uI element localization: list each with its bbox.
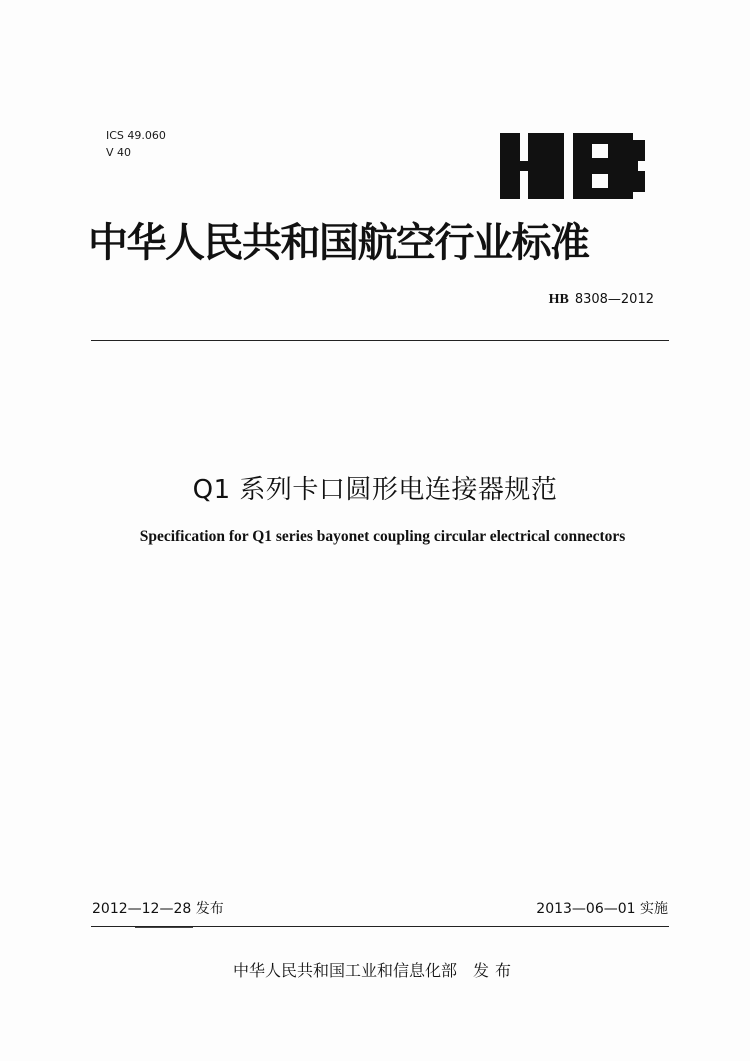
- standard-title: 中华人民共和国航空行业标准: [88, 220, 589, 266]
- header-divider: [91, 340, 669, 341]
- standard-number-value: 8308—2012: [574, 292, 654, 307]
- document-title-chinese: Q1 系列卡口圆形电连接器规范: [192, 475, 558, 505]
- ics-code: ICS 49.060: [106, 129, 166, 142]
- footer-divider-accent: [135, 927, 193, 928]
- hb-logo: [500, 133, 645, 199]
- standard-number-prefix: HB: [548, 292, 569, 307]
- standard-number: [549, 292, 654, 308]
- publisher-name: 中华人民共和国工业和信息化部: [232, 961, 457, 980]
- ccs-code: V 40: [106, 146, 132, 159]
- issue-date: 2012—12—28 发布: [92, 901, 224, 917]
- document-title-english: Specification for Q1 series bayonet coupling circular electrical connectors: [139, 528, 626, 545]
- implementation-date: 2013—06—01 实施: [536, 901, 668, 917]
- classification-codes: [106, 127, 166, 161]
- publisher-line: [0, 958, 750, 981]
- publisher-action: 发布: [473, 961, 518, 980]
